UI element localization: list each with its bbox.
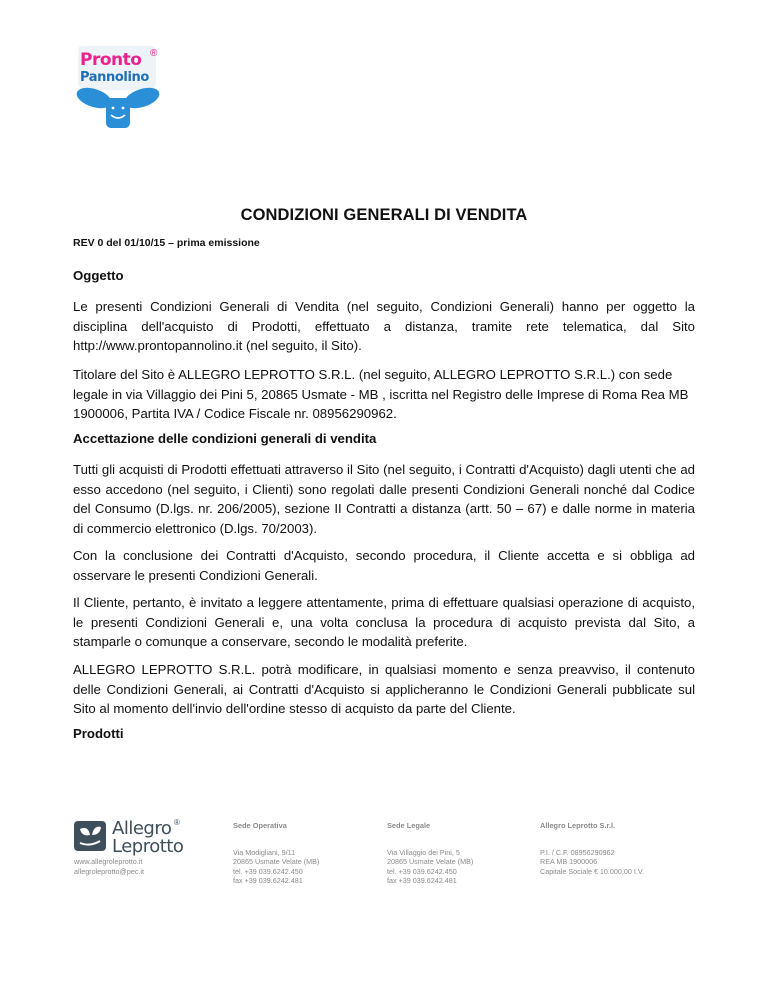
brand-line2: Leprotto <box>112 836 184 857</box>
revision-line: REV 0 del 01/10/15 – prima emissione <box>73 237 260 249</box>
paragraph: Titolare del Sito è ALLEGRO LEPROTTO S.R.L. (nel seguito, ALLEGRO LEPROTTO S.R.L.) con sede legale in via Villaggio dei Pini 5, 20865 Usmate - MB , iscritta nel Registro delle Imprese di Roma Rea MB 1900006, Partita IVA / Codice Fiscale nr. 08956290962. <box>73 367 689 422</box>
paragraph: ALLEGRO LEPROTTO S.R.L. potrà modificare, in qualsiasi momento e senza preavviso, il contenuto delle Condizioni Generali, ai Contratti d'Acquisto si applicheranno le Condizioni Generali pubblicate sul Sito al momento dell'invio dell'ordine stesso di acquisto da parte del Cliente. <box>73 662 695 717</box>
footer-col-company <box>540 848 644 876</box>
logo-line1: Pronto <box>80 50 142 70</box>
heading-accettazione: Accettazione delle condizioni generali di vendita <box>73 431 377 446</box>
heading-oggetto: Oggetto <box>73 268 124 283</box>
footer-line: REA MB 1900006 <box>540 857 598 867</box>
document-title: CONDIZIONI GENERALI DI VENDITA <box>240 206 528 224</box>
allegro-leprotto-logo <box>74 818 184 858</box>
footer-line: fax +39 039.6242.481 <box>387 876 457 886</box>
footer-line: P.I. / C.F. 08956290962 <box>540 848 615 857</box>
footer-email[interactable] <box>74 867 144 876</box>
leaf-icon <box>74 821 106 851</box>
footer-line: fax +39 039.6242.481 <box>233 876 303 886</box>
footer-col-sede-legale <box>387 848 473 886</box>
paragraph: Le presenti Condizioni Generali di Vendita (nel seguito, Condizioni Generali) hanno per oggetto la disciplina dell'acquisto di Prodotti, effettuato a distanza, tramite rete telematica, dal Sito http://www.prontopannolino.it (nel seguito, il Sito). <box>73 299 695 354</box>
registered-mark: ® <box>150 48 158 59</box>
footer-line: 20865 Usmate Velate (MB) <box>387 857 474 867</box>
logo-line2: Pannolino <box>80 70 149 85</box>
paragraph: Tutti gli acquisti di Prodotti effettuati attraverso il Sito (nel seguito, i Contratti d'Acquisto) dagli utenti che ad esso accedono (nel seguito, i Clienti) sono regolati dalle presenti Condizioni Generali nonché dal Codice del Consumo (D.lgs. nr. 206/2005), sezione II Contratti a distanza (artt. 50 – 67) e dalle norme in materia di commercio elettronico (D.lgs. 70/2003). <box>73 462 695 536</box>
brand-registered: ® <box>174 818 180 827</box>
footer-line: Capitale Sociale € 10.000,00 I.V. <box>540 866 645 876</box>
footer-col-heading: Sede Operativa <box>233 821 287 830</box>
footer-line: Via Modigliani, 9/11 <box>233 848 296 857</box>
heading-prodotti: Prodotti <box>73 726 124 741</box>
email-link[interactable]: allegroleprotto@pec.it <box>74 867 145 876</box>
brand-line1: Allegro <box>112 818 172 839</box>
paragraph: Con la conclusione dei Contratti d'Acquisto, secondo procedura, il Cliente accetta e si obbliga ad osservare le presenti Condizioni Generali. <box>73 548 695 583</box>
paragraph: Il Cliente, pertanto, è invitato a leggere attentamente, prima di effettuare qualsiasi operazione di acquisto, le presenti Condizioni Generali e, una volta conclusa la procedura di acquisto prevista dal Sito, a stamparle o comunque a conservare, secondo le modalità preferite. <box>73 595 695 650</box>
website-link[interactable]: www.allegroleprotto.it <box>74 857 143 866</box>
pronto-pannolino-logo <box>72 46 172 130</box>
footer-line: 20865 Usmate Velate (MB) <box>233 857 320 867</box>
footer-col-sede-operativa <box>233 848 319 886</box>
footer-line: tel. +39 039.6242.450 <box>233 866 303 876</box>
footer-col-heading: Sede Legale <box>387 821 431 830</box>
footer-website[interactable] <box>74 857 142 866</box>
footer-line: Via Villaggio dei Pini, 5 <box>387 848 460 857</box>
footer-line: tel. +39 039.6242.450 <box>387 866 457 876</box>
footer-col-heading: Allegro Leprotto S.r.l. <box>540 821 616 830</box>
